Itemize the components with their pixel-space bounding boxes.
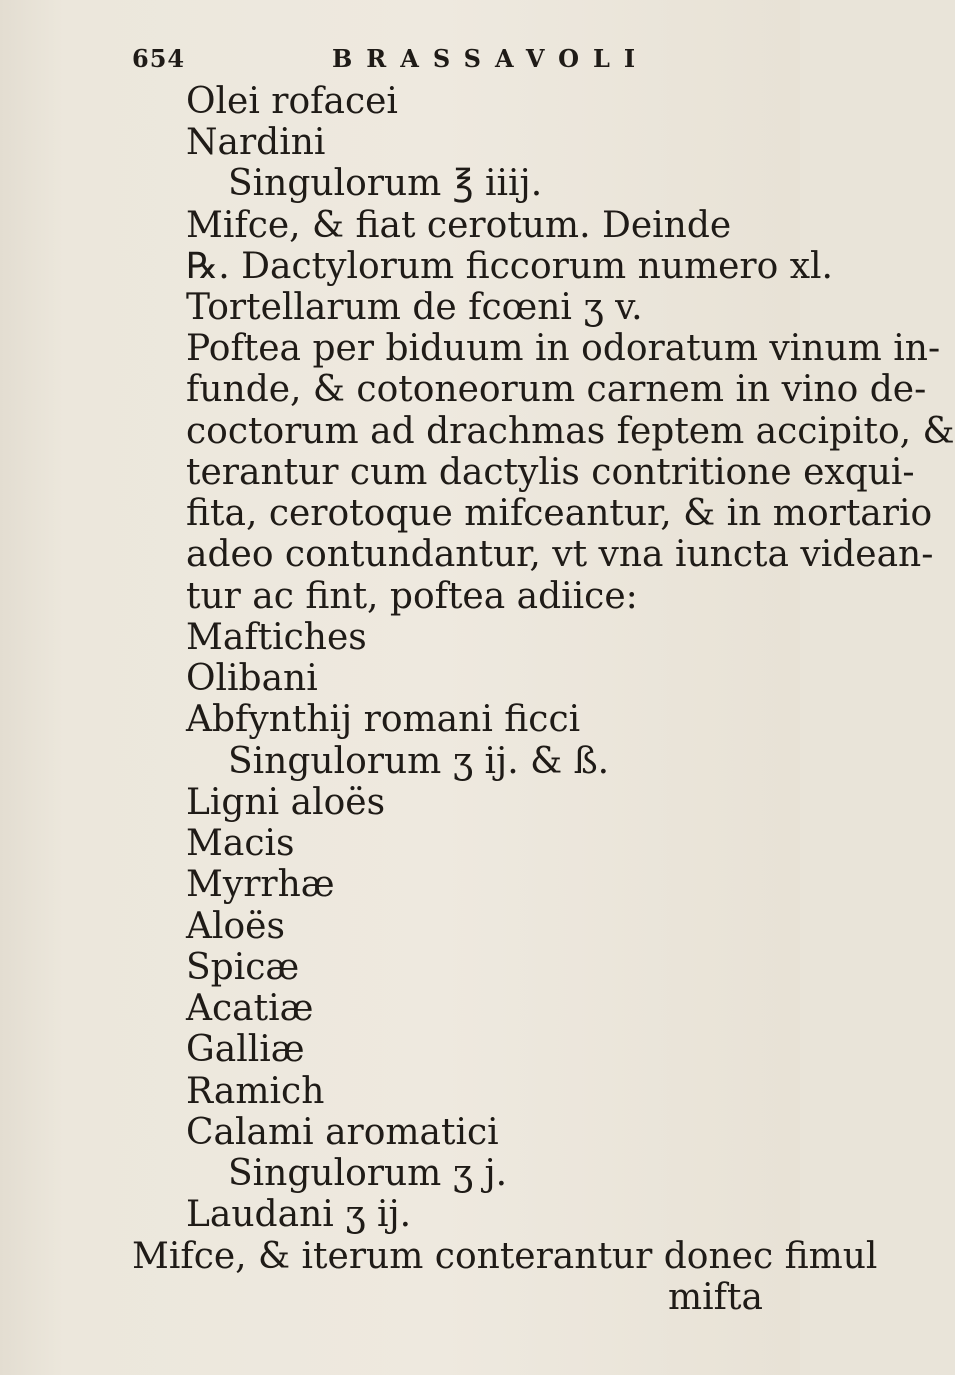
text-line: Olibani [186, 658, 318, 699]
text-line: Acatiæ [186, 988, 314, 1029]
text-line: Myrrhæ [186, 864, 335, 905]
text-line: tur ac fint, poftea adiice: [186, 576, 638, 617]
text-line: Ramich [186, 1071, 325, 1112]
text-line: fita, cerotoque mifceantur, & in mortario [186, 493, 933, 534]
text-line: Macis [186, 823, 295, 864]
text-line: Tortellarum de fcœni ʒ v. [186, 287, 643, 328]
text-line: Ligni aloës [186, 782, 386, 823]
text-line: Singulorum ʒ j. [228, 1153, 508, 1194]
text-line: Calami aromatici [186, 1112, 499, 1153]
text-line: Poftea per biduum in odoratum vinum in- [186, 328, 941, 369]
text-line: ℞. Dactylorum ficcorum numero xl. [186, 246, 833, 287]
text-line: coctorum ad drachmas feptem accipito, & [186, 411, 955, 452]
text-line: Singulorum ℥ iiij. [228, 163, 543, 204]
catchword: mifta [668, 1277, 763, 1318]
text-line: Mifce, & iterum conterantur donec fimul [132, 1236, 878, 1277]
text-line: Galliæ [186, 1029, 305, 1070]
text-line: Singulorum ʒ ij. & ß. [228, 741, 610, 782]
text-line: Nardini [186, 122, 326, 163]
text-line: Mifce, & fiat cerotum. Deinde [186, 205, 732, 246]
running-head: BRASSAVOLI [332, 44, 650, 73]
page-header [132, 44, 662, 76]
text-line: adeo contundantur, vt vna iuncta videan- [186, 534, 934, 575]
text-line: Laudani ʒ ij. [186, 1194, 412, 1235]
page-number: 654 [132, 44, 186, 73]
text-line: Spicæ [186, 947, 300, 988]
text-line: Olei rofacei [186, 81, 398, 122]
text-line: Abfynthij romani ficci [186, 699, 581, 740]
text-line: Aloës [186, 906, 285, 947]
text-line: funde, & cotoneorum carnem in vino de- [186, 369, 927, 410]
text-line: Maftiches [186, 617, 367, 658]
text-line: terantur cum dactylis contritione exqui- [186, 452, 915, 493]
